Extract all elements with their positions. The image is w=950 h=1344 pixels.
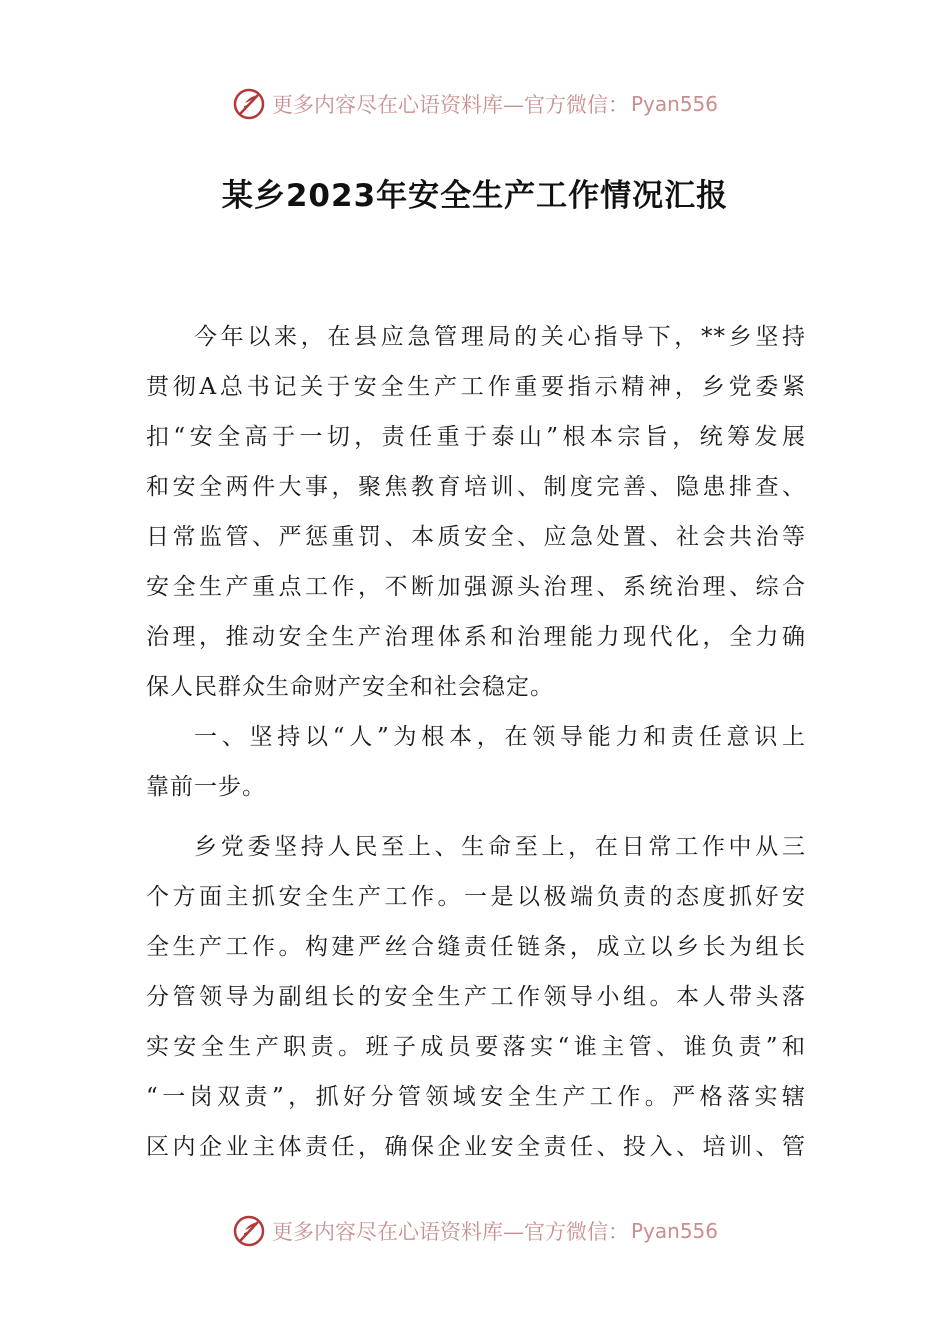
section-heading-line: 一、坚持以“人”为根本，在领导能力和责任意识上 xyxy=(194,724,806,750)
paragraph-line: 分管领导为副组长的安全生产工作领导小组。本人带头落 xyxy=(146,984,806,1010)
paragraph-line: 贯彻A总书记关于安全生产工作重要指示精神，乡党委紧 xyxy=(146,374,806,400)
paragraph-line: 日常监管、严惩重罚、本质安全、应急处置、社会共治等 xyxy=(146,524,806,550)
paragraph-line: 治理，推动安全生产治理体系和治理能力现代化，全力确 xyxy=(146,624,806,650)
watermark-wechat-id: Pyan556 xyxy=(630,92,718,116)
paragraph-line: “一岗双责”，抓好分管领域安全生产工作。严格落实辖 xyxy=(146,1084,806,1110)
paragraph-line: 安全生产重点工作，不断加强源头治理、系统治理、综合 xyxy=(146,574,806,600)
section-heading-line: 靠前一步。 xyxy=(146,774,266,800)
paragraph-line: 今年以来，在县应急管理局的关心指导下，**乡坚持 xyxy=(194,324,806,350)
watermark-text: 更多内容尽在心语资料库—官方微信： xyxy=(271,1220,629,1244)
quill-logo-icon xyxy=(232,1214,266,1248)
paragraph-line: 和安全两件大事，聚焦教育培训、制度完善、隐患排查、 xyxy=(146,474,806,500)
paragraph-line: 区内企业主体责任，确保企业安全责任、投入、培训、管 xyxy=(146,1134,806,1160)
watermark-text: 更多内容尽在心语资料库—官方微信： xyxy=(271,93,629,117)
paragraph-line: 全生产工作。构建严丝合缝责任链条，成立以乡长为组长 xyxy=(146,934,806,960)
watermark-header xyxy=(0,84,950,124)
paragraph-line: 扣“安全高于一切，责任重于泰山”根本宗旨，统筹发展 xyxy=(146,424,806,450)
paragraph-line: 实安全生产职责。班子成员要落实“谁主管、谁负责”和 xyxy=(146,1034,806,1060)
spacer xyxy=(146,812,806,822)
paragraph-line: 个方面主抓安全生产工作。一是以极端负责的态度抓好安 xyxy=(146,884,806,910)
watermark-wechat-id: Pyan556 xyxy=(630,1219,718,1243)
document-title: 某乡2023年安全生产工作情况汇报 xyxy=(221,178,729,214)
quill-logo-icon xyxy=(232,87,266,121)
document-body xyxy=(146,312,806,1172)
paragraph-line: 保人民群众生命财产安全和社会稳定。 xyxy=(146,674,554,700)
paragraph-line: 乡党委坚持人民至上、生命至上，在日常工作中从三 xyxy=(194,834,806,860)
watermark-footer xyxy=(0,1211,950,1251)
